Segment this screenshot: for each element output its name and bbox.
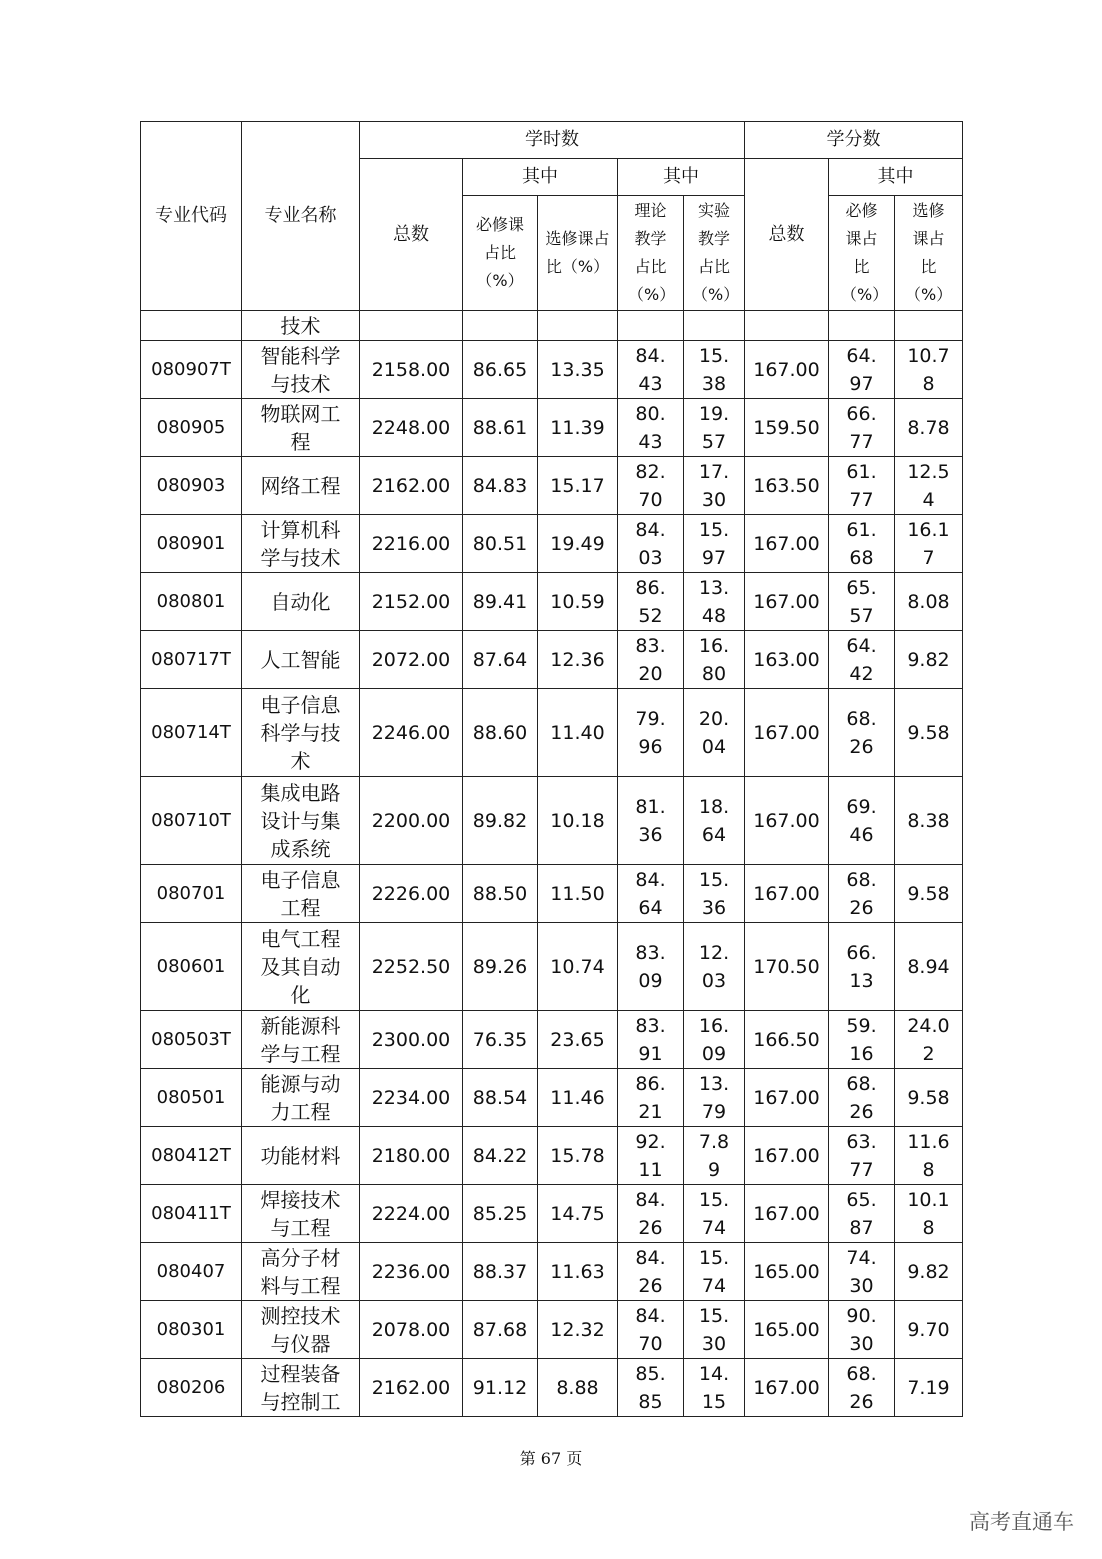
cell-code: 080903 (141, 457, 242, 515)
table-row (141, 777, 963, 865)
cell-required-pct: 76.35 (463, 1011, 538, 1069)
cell-credit-required-pct: 74.30 (829, 1243, 895, 1301)
cell-hours-total: 2252.50 (360, 923, 463, 1011)
table-body (141, 311, 963, 1417)
cell-name: 电子信息工程 (242, 865, 360, 923)
cell-hours-total: 2200.00 (360, 777, 463, 865)
header-hours-among-1: 其中 (463, 159, 618, 196)
cell-required-pct: 85.25 (463, 1185, 538, 1243)
cell-theory-pct: 83.20 (618, 631, 684, 689)
cell-credits-total: 167.00 (745, 865, 829, 923)
cell-name: 功能材料 (242, 1127, 360, 1185)
cell-theory-pct: 86.21 (618, 1069, 684, 1127)
cell-lab-pct: 15.74 (684, 1185, 745, 1243)
cell-credit-elective-pct: 10.18 (895, 1185, 963, 1243)
cell-theory-pct: 80.43 (618, 399, 684, 457)
header-lab-pct: 实验教学占比（%） (684, 196, 745, 311)
cell-credit-elective-pct: 8.38 (895, 777, 963, 865)
header-credit-elective-pct: 选修课占比（%） (895, 196, 963, 311)
cell-elective-pct: 19.49 (538, 515, 618, 573)
cell-name: 焊接技术与工程 (242, 1185, 360, 1243)
cell-name: 过程装备与控制工 (242, 1359, 360, 1417)
cell-elective-pct: 8.88 (538, 1359, 618, 1417)
cell-lab-pct: 19.57 (684, 399, 745, 457)
cell-elective-pct: 11.63 (538, 1243, 618, 1301)
table-row (141, 1359, 963, 1417)
cell-credits-total: 163.00 (745, 631, 829, 689)
cell-hours-total: 2246.00 (360, 689, 463, 777)
cell-credit-elective-pct: 9.82 (895, 631, 963, 689)
cell-code: 080710T (141, 777, 242, 865)
cell-required-pct: 80.51 (463, 515, 538, 573)
cell-name: 集成电路设计与集成系统 (242, 777, 360, 865)
cell-required-pct: 88.60 (463, 689, 538, 777)
cell-credit-required-pct: 64.42 (829, 631, 895, 689)
cell-elective-pct: 15.17 (538, 457, 618, 515)
cell-credit-elective-pct: 9.70 (895, 1301, 963, 1359)
cell-name: 新能源科学与工程 (242, 1011, 360, 1069)
header-hours: 学时数 (360, 122, 745, 159)
cell-credit-required-pct: 65.57 (829, 573, 895, 631)
cell-name: 自动化 (242, 573, 360, 631)
cell-credit-required-pct: 59.16 (829, 1011, 895, 1069)
cell-code: 080907T (141, 341, 242, 399)
cell-theory-pct: 81.36 (618, 777, 684, 865)
cell-name: 能源与动力工程 (242, 1069, 360, 1127)
cell-lab-pct: 20.04 (684, 689, 745, 777)
cell-credits-total: 163.50 (745, 457, 829, 515)
cell-required-pct: 88.61 (463, 399, 538, 457)
cell-credits-total: 165.00 (745, 1301, 829, 1359)
cell-name: 测控技术与仪器 (242, 1301, 360, 1359)
table-row (141, 399, 963, 457)
cell-code: 080501 (141, 1069, 242, 1127)
header-credits: 学分数 (745, 122, 963, 159)
cell-lab-pct: 7.89 (684, 1127, 745, 1185)
cell-credit-required-pct: 68.26 (829, 1069, 895, 1127)
cell-hours-total: 2072.00 (360, 631, 463, 689)
continuation-row (141, 311, 963, 341)
cell-required-pct: 88.54 (463, 1069, 538, 1127)
cell-elective-pct: 11.46 (538, 1069, 618, 1127)
cell-credit-required-pct: 68.26 (829, 865, 895, 923)
cell-credit-elective-pct: 10.78 (895, 341, 963, 399)
table-row (141, 1301, 963, 1359)
watermark: 高考直通车 (969, 1510, 1074, 1534)
cell-code: 080905 (141, 399, 242, 457)
cell-name: 智能科学与技术 (242, 341, 360, 399)
header-elective-pct: 选修课占比（%） (538, 196, 618, 311)
cell-credit-elective-pct: 24.02 (895, 1011, 963, 1069)
cell-elective-pct: 11.40 (538, 689, 618, 777)
cell-lab-pct: 15.36 (684, 865, 745, 923)
table-row (141, 1127, 963, 1185)
cell-code: 080301 (141, 1301, 242, 1359)
cell-theory-pct: 86.52 (618, 573, 684, 631)
cell-name: 电气工程及其自动化 (242, 923, 360, 1011)
cell-credit-elective-pct: 8.08 (895, 573, 963, 631)
header-theory-pct: 理论教学占比（%） (618, 196, 684, 311)
cell-credits-total: 167.00 (745, 1069, 829, 1127)
cell-required-pct: 84.22 (463, 1127, 538, 1185)
table-row (141, 573, 963, 631)
cell-theory-pct: 84.43 (618, 341, 684, 399)
cell-credits-total: 167.00 (745, 573, 829, 631)
cell-name: 计算机科学与技术 (242, 515, 360, 573)
cell-code: 080901 (141, 515, 242, 573)
cell-hours-total: 2224.00 (360, 1185, 463, 1243)
cell-lab-pct: 17.30 (684, 457, 745, 515)
cell-elective-pct: 14.75 (538, 1185, 618, 1243)
cell-credit-elective-pct: 9.58 (895, 1069, 963, 1127)
cell-required-pct: 88.37 (463, 1243, 538, 1301)
header-credit-required-pct: 必修课占比（%） (829, 196, 895, 311)
cell-required-pct: 91.12 (463, 1359, 538, 1417)
cell-theory-pct: 92.11 (618, 1127, 684, 1185)
cell-theory-pct: 83.91 (618, 1011, 684, 1069)
table-row (141, 1011, 963, 1069)
cell-elective-pct: 23.65 (538, 1011, 618, 1069)
cell-code: 080714T (141, 689, 242, 777)
cell-hours-total: 2158.00 (360, 341, 463, 399)
header-credits-total: 总数 (745, 159, 829, 311)
cell-lab-pct: 16.09 (684, 1011, 745, 1069)
cell-credit-required-pct: 90.30 (829, 1301, 895, 1359)
cell-credit-required-pct: 69.46 (829, 777, 895, 865)
cell-lab-pct: 16.80 (684, 631, 745, 689)
cell-elective-pct: 15.78 (538, 1127, 618, 1185)
header-hours-among-2: 其中 (618, 159, 745, 196)
cell-credit-required-pct: 66.13 (829, 923, 895, 1011)
header-code: 专业代码 (141, 122, 242, 311)
cell-hours-total: 2162.00 (360, 457, 463, 515)
cell-lab-pct: 15.38 (684, 341, 745, 399)
table-header (141, 122, 963, 311)
cell-elective-pct: 12.36 (538, 631, 618, 689)
cell-required-pct: 87.68 (463, 1301, 538, 1359)
cell-theory-pct: 84.03 (618, 515, 684, 573)
cell-credit-required-pct: 63.77 (829, 1127, 895, 1185)
cell-theory-pct: 84.64 (618, 865, 684, 923)
cell-elective-pct: 11.50 (538, 865, 618, 923)
curriculum-stats-table (140, 121, 963, 1417)
cell-credit-required-pct: 68.26 (829, 689, 895, 777)
table-row (141, 341, 963, 399)
cell-code: 080407 (141, 1243, 242, 1301)
header-hours-total: 总数 (360, 159, 463, 311)
cell-credit-elective-pct: 9.82 (895, 1243, 963, 1301)
cell-required-pct: 89.26 (463, 923, 538, 1011)
cell-theory-pct: 85.85 (618, 1359, 684, 1417)
cell-name: 高分子材料与工程 (242, 1243, 360, 1301)
cell-theory-pct: 84.70 (618, 1301, 684, 1359)
table-row (141, 1185, 963, 1243)
table-row (141, 631, 963, 689)
cell-hours-total: 2078.00 (360, 1301, 463, 1359)
cell-code: 080717T (141, 631, 242, 689)
cell-hours-total: 2300.00 (360, 1011, 463, 1069)
cell-elective-pct: 10.74 (538, 923, 618, 1011)
cell-hours-total: 2234.00 (360, 1069, 463, 1127)
cell-theory-pct: 83.09 (618, 923, 684, 1011)
cell-elective-pct: 11.39 (538, 399, 618, 457)
cell-code: 080801 (141, 573, 242, 631)
cell-elective-pct: 13.35 (538, 341, 618, 399)
cell-name: 物联网工程 (242, 399, 360, 457)
cell-code: 080411T (141, 1185, 242, 1243)
table-row (141, 865, 963, 923)
page-number: 第 67 页 (519, 1449, 583, 1468)
cell-credits-total: 170.50 (745, 923, 829, 1011)
cell-hours-total: 2180.00 (360, 1127, 463, 1185)
cell-theory-pct: 79.96 (618, 689, 684, 777)
table-row (141, 1069, 963, 1127)
cell-name: 电子信息科学与技术 (242, 689, 360, 777)
cell-credits-total: 167.00 (745, 341, 829, 399)
cell-required-pct: 87.64 (463, 631, 538, 689)
cell-credit-elective-pct: 7.19 (895, 1359, 963, 1417)
cell-elective-pct: 12.32 (538, 1301, 618, 1359)
cell-lab-pct: 14.15 (684, 1359, 745, 1417)
cell-lab-pct: 13.48 (684, 573, 745, 631)
cell-required-pct: 84.83 (463, 457, 538, 515)
cell-code: 080503T (141, 1011, 242, 1069)
cell-required-pct: 86.65 (463, 341, 538, 399)
cell-credit-elective-pct: 8.78 (895, 399, 963, 457)
cell-theory-pct: 82.70 (618, 457, 684, 515)
cell-hours-total: 2248.00 (360, 399, 463, 457)
table-row (141, 923, 963, 1011)
cell-lab-pct: 13.79 (684, 1069, 745, 1127)
table-row (141, 689, 963, 777)
cell-required-pct: 89.82 (463, 777, 538, 865)
cell-credit-required-pct: 66.77 (829, 399, 895, 457)
table-row (141, 457, 963, 515)
cell-credit-elective-pct: 12.54 (895, 457, 963, 515)
header-credits-among: 其中 (829, 159, 963, 196)
cell-hours-total: 2152.00 (360, 573, 463, 631)
cell-code: 080601 (141, 923, 242, 1011)
cell-lab-pct: 18.64 (684, 777, 745, 865)
header-required-pct: 必修课占比（%） (463, 196, 538, 311)
cell-hours-total: 2226.00 (360, 865, 463, 923)
cell-theory-pct: 84.26 (618, 1185, 684, 1243)
cell-credits-total: 159.50 (745, 399, 829, 457)
cell-name: 人工智能 (242, 631, 360, 689)
header-name: 专业名称 (242, 122, 360, 311)
cell-credits-total: 167.00 (745, 1185, 829, 1243)
cell-credit-elective-pct: 9.58 (895, 689, 963, 777)
cell-required-pct: 88.50 (463, 865, 538, 923)
cell-lab-pct: 15.74 (684, 1243, 745, 1301)
cell-code: 080206 (141, 1359, 242, 1417)
cell-required-pct: 89.41 (463, 573, 538, 631)
cell-credit-required-pct: 64.97 (829, 341, 895, 399)
continuation-name: 技术 (242, 311, 360, 341)
table-row (141, 515, 963, 573)
cell-hours-total: 2162.00 (360, 1359, 463, 1417)
cell-credit-elective-pct: 8.94 (895, 923, 963, 1011)
cell-credit-elective-pct: 9.58 (895, 865, 963, 923)
cell-lab-pct: 12.03 (684, 923, 745, 1011)
cell-hours-total: 2236.00 (360, 1243, 463, 1301)
cell-credits-total: 167.00 (745, 1359, 829, 1417)
cell-credit-required-pct: 65.87 (829, 1185, 895, 1243)
cell-elective-pct: 10.18 (538, 777, 618, 865)
cell-credits-total: 167.00 (745, 1127, 829, 1185)
cell-credit-elective-pct: 11.68 (895, 1127, 963, 1185)
cell-lab-pct: 15.30 (684, 1301, 745, 1359)
cell-elective-pct: 10.59 (538, 573, 618, 631)
cell-credit-required-pct: 61.68 (829, 515, 895, 573)
cell-credits-total: 167.00 (745, 777, 829, 865)
cell-hours-total: 2216.00 (360, 515, 463, 573)
cell-code: 080701 (141, 865, 242, 923)
cell-credits-total: 166.50 (745, 1011, 829, 1069)
cell-theory-pct: 84.26 (618, 1243, 684, 1301)
cell-credit-required-pct: 61.77 (829, 457, 895, 515)
cell-lab-pct: 15.97 (684, 515, 745, 573)
cell-credit-elective-pct: 16.17 (895, 515, 963, 573)
cell-credit-required-pct: 68.26 (829, 1359, 895, 1417)
cell-credits-total: 167.00 (745, 689, 829, 777)
cell-credits-total: 167.00 (745, 515, 829, 573)
table-row (141, 1243, 963, 1301)
cell-name: 网络工程 (242, 457, 360, 515)
cell-code: 080412T (141, 1127, 242, 1185)
cell-credits-total: 165.00 (745, 1243, 829, 1301)
